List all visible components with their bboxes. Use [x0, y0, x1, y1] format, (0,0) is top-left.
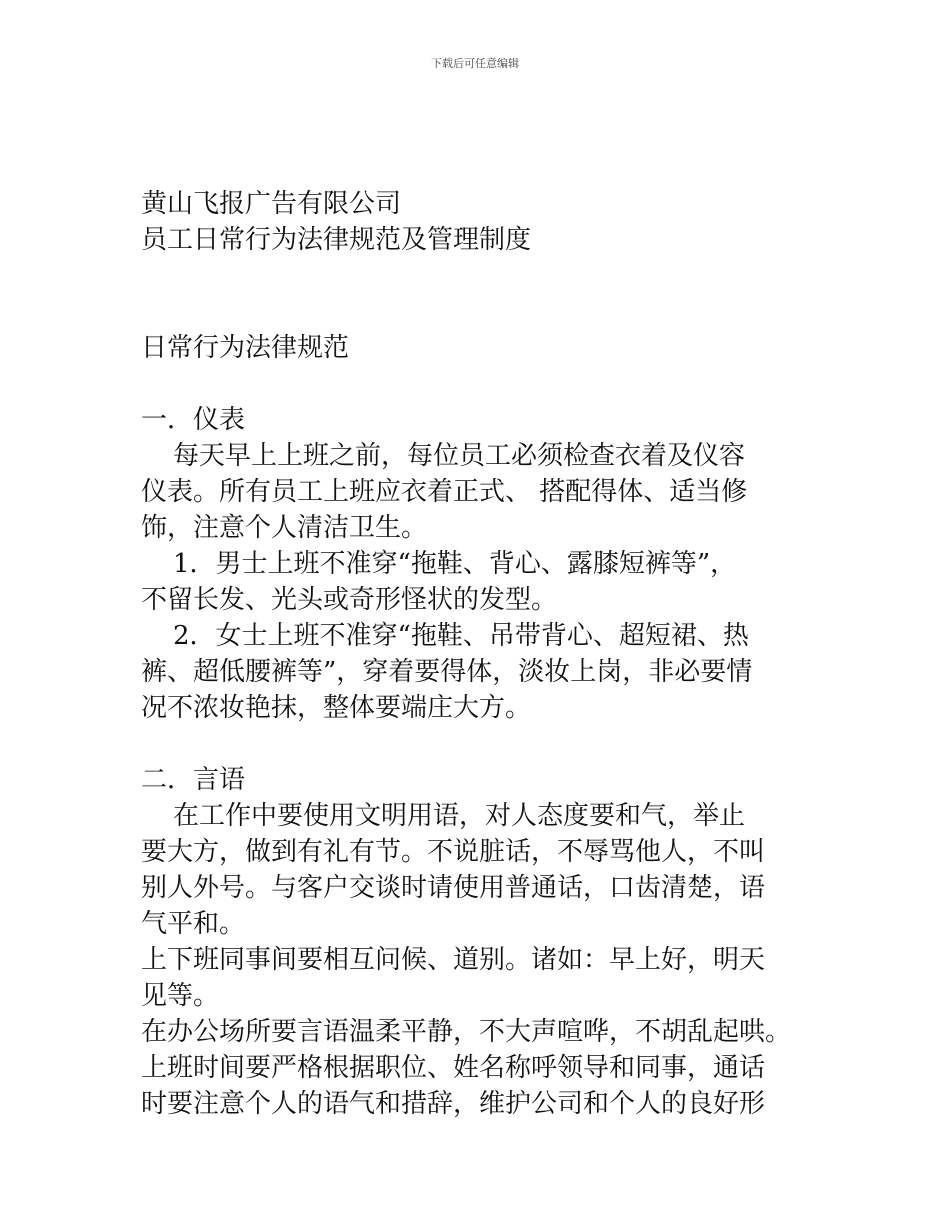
appearance-heading: 一．仪表	[141, 405, 246, 435]
appearance-paragraph-line: 每天早上上班之前，每位员工必须检查衣着及仪容	[173, 441, 746, 471]
appearance-rule-men-cont: 不留长发、光头或奇形怪状的发型。	[141, 585, 558, 615]
speech-paragraph-line: 别人外号。与客户交谈时请使用普通话，口齿清楚，语	[141, 873, 766, 903]
section-heading: 日常行为法律规范	[141, 333, 350, 363]
speech-paragraph-line: 要大方，做到有礼有节。不说脏话，不辱骂他人，不叫	[141, 837, 766, 867]
speech-paragraph-line: 在工作中要使用文明用语，对人态度要和气，举止	[173, 801, 746, 831]
speech-paragraph-line: 气平和。	[141, 909, 246, 939]
appearance-paragraph-line: 饰，注意个人清洁卫生。	[141, 513, 428, 543]
page-header-note: 下载后可任意编辑	[431, 57, 519, 70]
appearance-rule-women-cont: 裤、超低腰裤等”，穿着要得体，淡妆上岗，非必要情	[141, 657, 753, 687]
speech-paragraph-line: 见等。	[141, 981, 220, 1011]
appearance-rule-women-cont: 况不浓妆艳抹，整体要端庄大方。	[141, 693, 532, 723]
speech-paragraph-line: 上班时间要严格根据职位、姓名称呼领导和同事，通话	[141, 1053, 766, 1083]
appearance-rule-men: 1．男士上班不准穿“拖鞋、背心、露膝短裤等”，	[173, 549, 737, 579]
speech-paragraph-line: 上下班同事间要相互问候、道别。诸如：早上好，明天	[141, 945, 766, 975]
speech-paragraph-line: 在办公场所要言语温柔平静，不大声喧哗，不胡乱起哄。	[141, 1017, 792, 1047]
speech-paragraph-line: 时要注意个人的语气和措辞，维护公司和个人的良好形	[141, 1089, 766, 1119]
appearance-rule-women: 2．女士上班不准穿“拖鞋、吊带背心、超短裙、热	[173, 621, 749, 651]
company-title: 黄山飞报广告有限公司	[141, 189, 402, 219]
document-body	[141, 186, 841, 1122]
document-subtitle: 员工日常行为法律规范及管理制度	[141, 225, 532, 255]
appearance-paragraph-line: 仪表。所有员工上班应衣着正式、 搭配得体、适当修	[141, 477, 748, 507]
speech-heading: 二．言语	[141, 765, 246, 795]
